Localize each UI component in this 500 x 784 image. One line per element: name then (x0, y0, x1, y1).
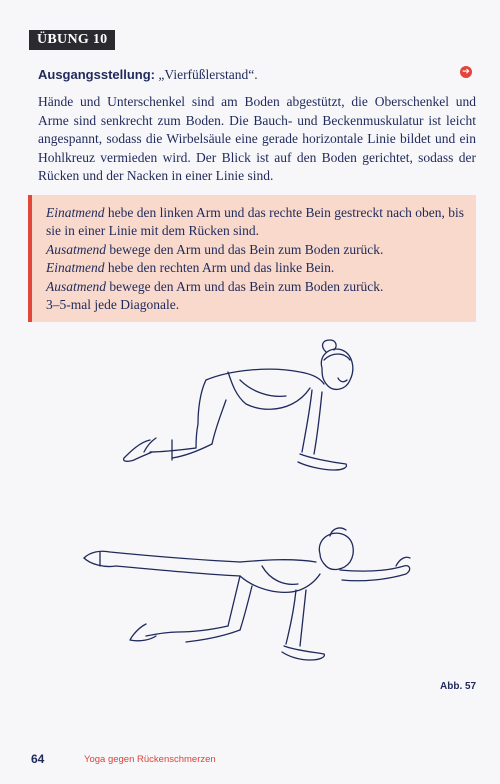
exercise-badge: ÜBUNG 10 (29, 30, 115, 50)
arrow-right-icon: ➔ (460, 66, 472, 78)
description-paragraph: Hände und Unterschenkel sind am Boden abgestützt, die Oberschenkel und Arme sind senkrecht zum Boden. Die Bauch- und Beckenmuskulatur ist leicht angespannt, sodass die Wirbelsäule eine gerade horizontale Linie bildet und ein Hohlkreuz vermieden wird. Der Blick ist auf den Boden gerichtet, sodass der Rücken und der Nacken in einer Linie sind. (38, 94, 476, 184)
figure-bird-dog (84, 528, 410, 660)
instruction-lead: Einatmend (46, 260, 105, 276)
heading-label: Ausgangsstellung: (38, 67, 156, 82)
instruction-text: hebe den linken Arm und das rechte Bein gestreckt nach oben, bis sie in einer Linie mit dem Rücken sind. (46, 205, 465, 239)
repetitions-text: 3–5-mal jede Diagonale. (46, 297, 180, 312)
instruction-lead: Einatmend (46, 205, 105, 220)
figure-label: Abb. 57 (440, 681, 477, 692)
heading-value: „Vierfüßlerstand“. (155, 67, 258, 82)
instruction-lead: Ausatmend (46, 278, 106, 294)
instruction-text: bewege den Arm und das Bein zum Boden zurück. (106, 241, 384, 257)
instruction-text: bewege den Arm und das Bein zum Boden zurück. (106, 278, 384, 294)
book-title: Yoga gegen Rückenschmerzen (84, 754, 216, 765)
instruction-text: hebe den rechten Arm und das linke Bein. (104, 260, 335, 276)
page-number: 64 (31, 752, 45, 766)
instruction-lead: Ausatmend (46, 241, 106, 257)
figure-all-fours (124, 340, 353, 470)
